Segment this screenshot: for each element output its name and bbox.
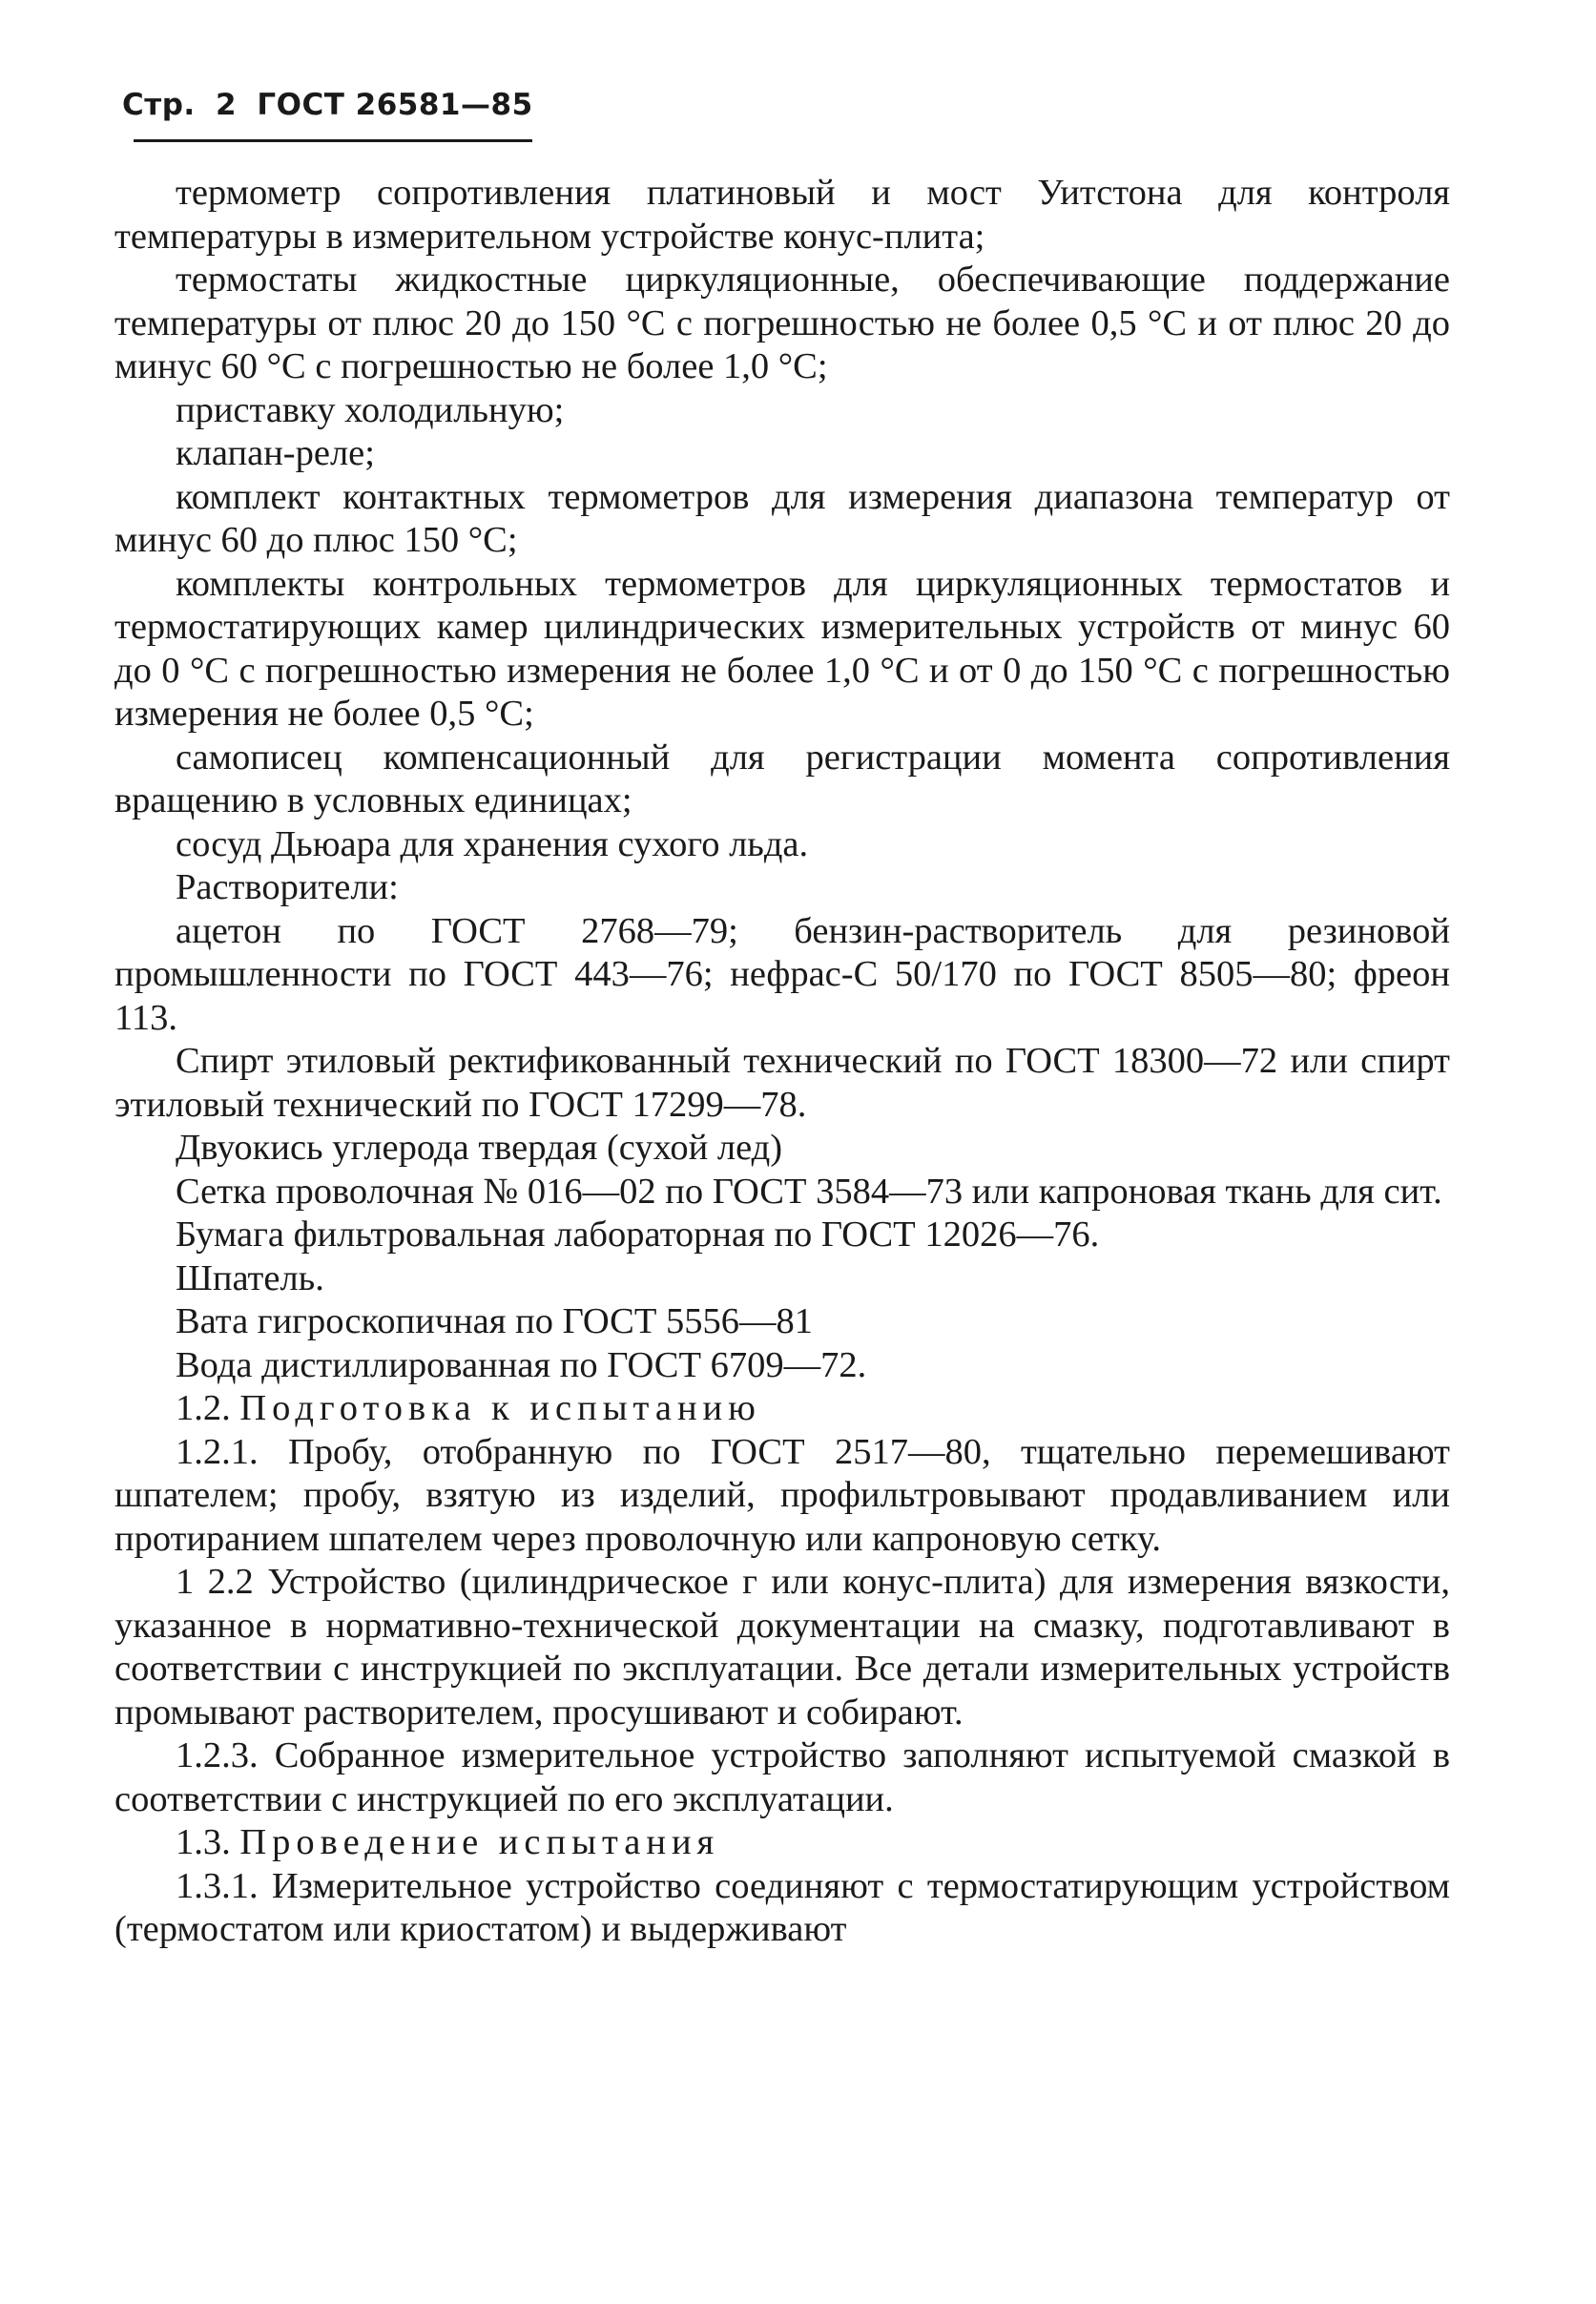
body-text (114, 172, 1450, 1952)
paragraph: Растворители: (176, 867, 399, 907)
paragraph: Сетка проволочная № 016—02 по ГОСТ 3584—73 или капроновая ткань для сит. (176, 1171, 1442, 1212)
section-heading-1-2 (114, 1387, 1450, 1431)
paragraph: Двуокись углерода твердая (сухой лед) (176, 1128, 783, 1168)
section-title: Подготовка к испытанию (239, 1388, 761, 1428)
page-number: 2 (215, 88, 238, 122)
paragraph: Вода дистиллированная по ГОСТ 6709—72. (176, 1344, 867, 1385)
paragraph: 1 2.2 Устройство (цилиндрическое г или конус-плита) для измерения вязкости, указанное в нормативно-технической документации на смазку, подготавливают в соответствии с инструкцией по эксплуатации. Все детали измерительных устройств промывают растворителем, просушивают и собирают. (114, 1562, 1450, 1733)
paragraph: самописец компенсационный для регистрации момента сопротивления вращению в условных единицах; (114, 737, 1450, 820)
paragraph: Шпатель. (176, 1257, 324, 1298)
paragraph: Вата гигроскопичная по ГОСТ 5556—81 (176, 1301, 813, 1341)
paragraph: Спирт этиловый ректификованный технический по ГОСТ 18300—72 или спирт этиловый технический по ГОСТ 17299—78. (114, 1041, 1450, 1125)
paragraph: 1.3.1. Измерительное устройство соединяют с термостатирующим устройством (термостатом или криостатом) и выдерживают (114, 1865, 1450, 1949)
section-number: 1.2. (176, 1388, 231, 1428)
paragraph: комплект контактных термометров для измерения диапазона температур от минус 60 до плюс 150 °С; (114, 476, 1450, 560)
header-rule (134, 139, 532, 142)
standard-number: ГОСТ 26581—85 (257, 88, 533, 122)
section-number: 1.3. (176, 1822, 231, 1862)
page-label: Стр. (122, 88, 196, 122)
paragraph: термометр сопротивления платиновый и мост Уитстона для контроля температуры в измерительном устройстве конус-плита; (114, 173, 1450, 257)
paragraph: клапан-реле; (176, 433, 375, 473)
paragraph: ацетон по ГОСТ 2768—79; бензин-растворитель для резиновой промышленности по ГОСТ 443—76; нефрас-С 50/170 по ГОСТ 8505—80; фреон 113. (114, 910, 1450, 1038)
section-title: Проведение испытания (239, 1822, 720, 1862)
paragraph: термостаты жидкостные циркуляционные, обеспечивающие поддержание температуры от плюс 20 до 150 °С с погрешностью не более 0,5 °С и от плюс 20 до минус 60 °С с погрешностью не более 1,0 °С; (114, 259, 1450, 386)
paragraph: Бумага фильтровальная лабораторная по ГОСТ 12026—76. (176, 1214, 1100, 1255)
paragraph: 1.2.1. Пробу, отобранную по ГОСТ 2517—80, тщательно перемешивают шпателем; пробу, взятую из изделий, профильтровывают продавливанием или протиранием шпателем через проволочную или капроновую сетку. (114, 1431, 1450, 1559)
paragraph: комплекты контрольных термометров для циркуляционных термостатов и термостатирующих камер цилиндрических измерительных устройств от минус 60 до 0 °С с погрешностью измерения не более 1,0 °С и от 0 до 150 °С с погрешностью измерения не более 0,5 °С; (114, 563, 1450, 734)
paragraph: 1.2.3. Собранное измерительное устройство заполняют испытуемой смазкой в соответствии с инструкцией по его эксплуатации. (114, 1735, 1450, 1819)
section-heading-1-3 (114, 1821, 1450, 1865)
paragraph: приставку холодильную; (176, 389, 565, 430)
page-header (122, 88, 543, 122)
paragraph: сосуд Дьюара для хранения сухого льда. (176, 823, 809, 864)
